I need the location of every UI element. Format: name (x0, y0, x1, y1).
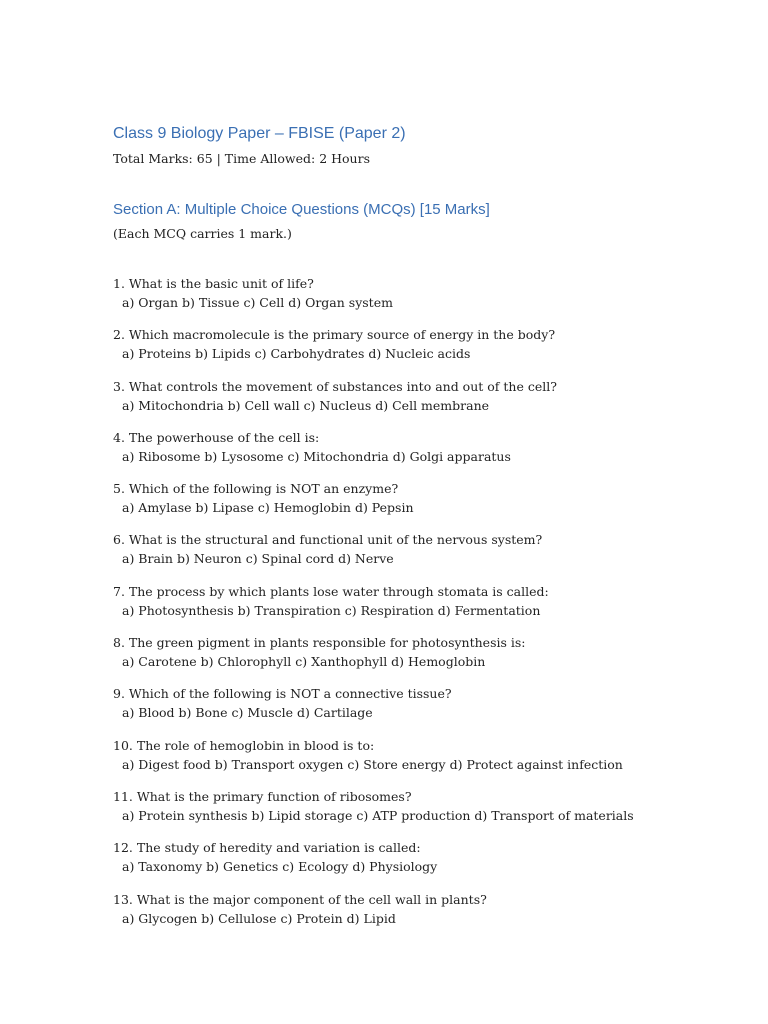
question-item (113, 787, 733, 838)
question-options: a) Brain b) Neuron c) Spinal cord d) Nerve (122, 551, 394, 567)
question-options: a) Digest food b) Transport oxygen c) Store energy d) Protect against infection (122, 756, 623, 772)
question-item (113, 479, 733, 530)
question-options: a) Proteins b) Lipids c) Carbohydrates d) Nucleic acids (122, 346, 471, 362)
question-text: 8. The green pigment in plants responsible for photosynthesis is: (113, 635, 526, 651)
question-options: a) Taxonomy b) Genetics c) Ecology d) Physiology (122, 859, 438, 875)
question-text: 9. Which of the following is NOT a connective tissue? (113, 686, 452, 702)
section-a-title: Section A: Multiple Choice Questions (MCQs) [15 Marks] (113, 201, 490, 218)
question-item (113, 274, 733, 325)
question-options: a) Organ b) Tissue c) Cell d) Organ system (122, 295, 393, 310)
question-item (113, 428, 733, 479)
question-text: 5. Which of the following is NOT an enzyme? (113, 481, 399, 497)
question-options: a) Carotene b) Chlorophyll c) Xanthophyll d) Hemoglobin (122, 654, 486, 670)
question-text: 3. What controls the movement of substances into and out of the cell? (113, 378, 557, 394)
question-item (113, 377, 733, 428)
question-text: 12. The study of heredity and variation is called: (113, 840, 421, 856)
question-text: 11. What is the primary function of ribosomes? (113, 788, 412, 804)
section-a-note: (Each MCQ carries 1 mark.) (113, 226, 292, 241)
question-text: 10. The role of hemoglobin in blood is to: (113, 737, 375, 753)
question-list (113, 274, 733, 941)
question-item (113, 736, 733, 787)
question-options: a) Photosynthesis b) Transpiration c) Respiration d) Fermentation (122, 602, 541, 618)
question-item (113, 582, 733, 633)
question-options: a) Ribosome b) Lysosome c) Mitochondria d) Golgi apparatus (122, 448, 511, 464)
exam-meta: Total Marks: 65 | Time Allowed: 2 Hours (113, 151, 370, 166)
question-text: 2. Which macromolecule is the primary source of energy in the body? (113, 327, 556, 343)
question-item (113, 633, 733, 684)
question-options: a) Protein synthesis b) Lipid storage c) ATP production d) Transport of materials (122, 807, 634, 823)
question-item (113, 325, 733, 376)
question-text: 4. The powerhouse of the cell is: (113, 429, 320, 445)
question-text: 1. What is the basic unit of life? (113, 276, 314, 291)
question-options: a) Blood b) Bone c) Muscle d) Cartilage (122, 705, 373, 721)
question-item (113, 530, 733, 581)
question-item (113, 684, 733, 735)
question-item (113, 838, 733, 889)
question-options: a) Amylase b) Lipase c) Hemoglobin d) Pepsin (122, 500, 414, 516)
question-options: a) Glycogen b) Cellulose c) Protein d) Lipid (122, 910, 396, 926)
document-title: Class 9 Biology Paper – FBISE (Paper 2) (113, 125, 406, 142)
question-options: a) Mitochondria b) Cell wall c) Nucleus d) Cell membrane (122, 397, 490, 413)
question-text: 13. What is the major component of the cell wall in plants? (113, 891, 487, 907)
question-text: 7. The process by which plants lose water through stomata is called: (113, 583, 549, 599)
question-item (113, 890, 733, 941)
question-text: 6. What is the structural and functional unit of the nervous system? (113, 532, 543, 548)
